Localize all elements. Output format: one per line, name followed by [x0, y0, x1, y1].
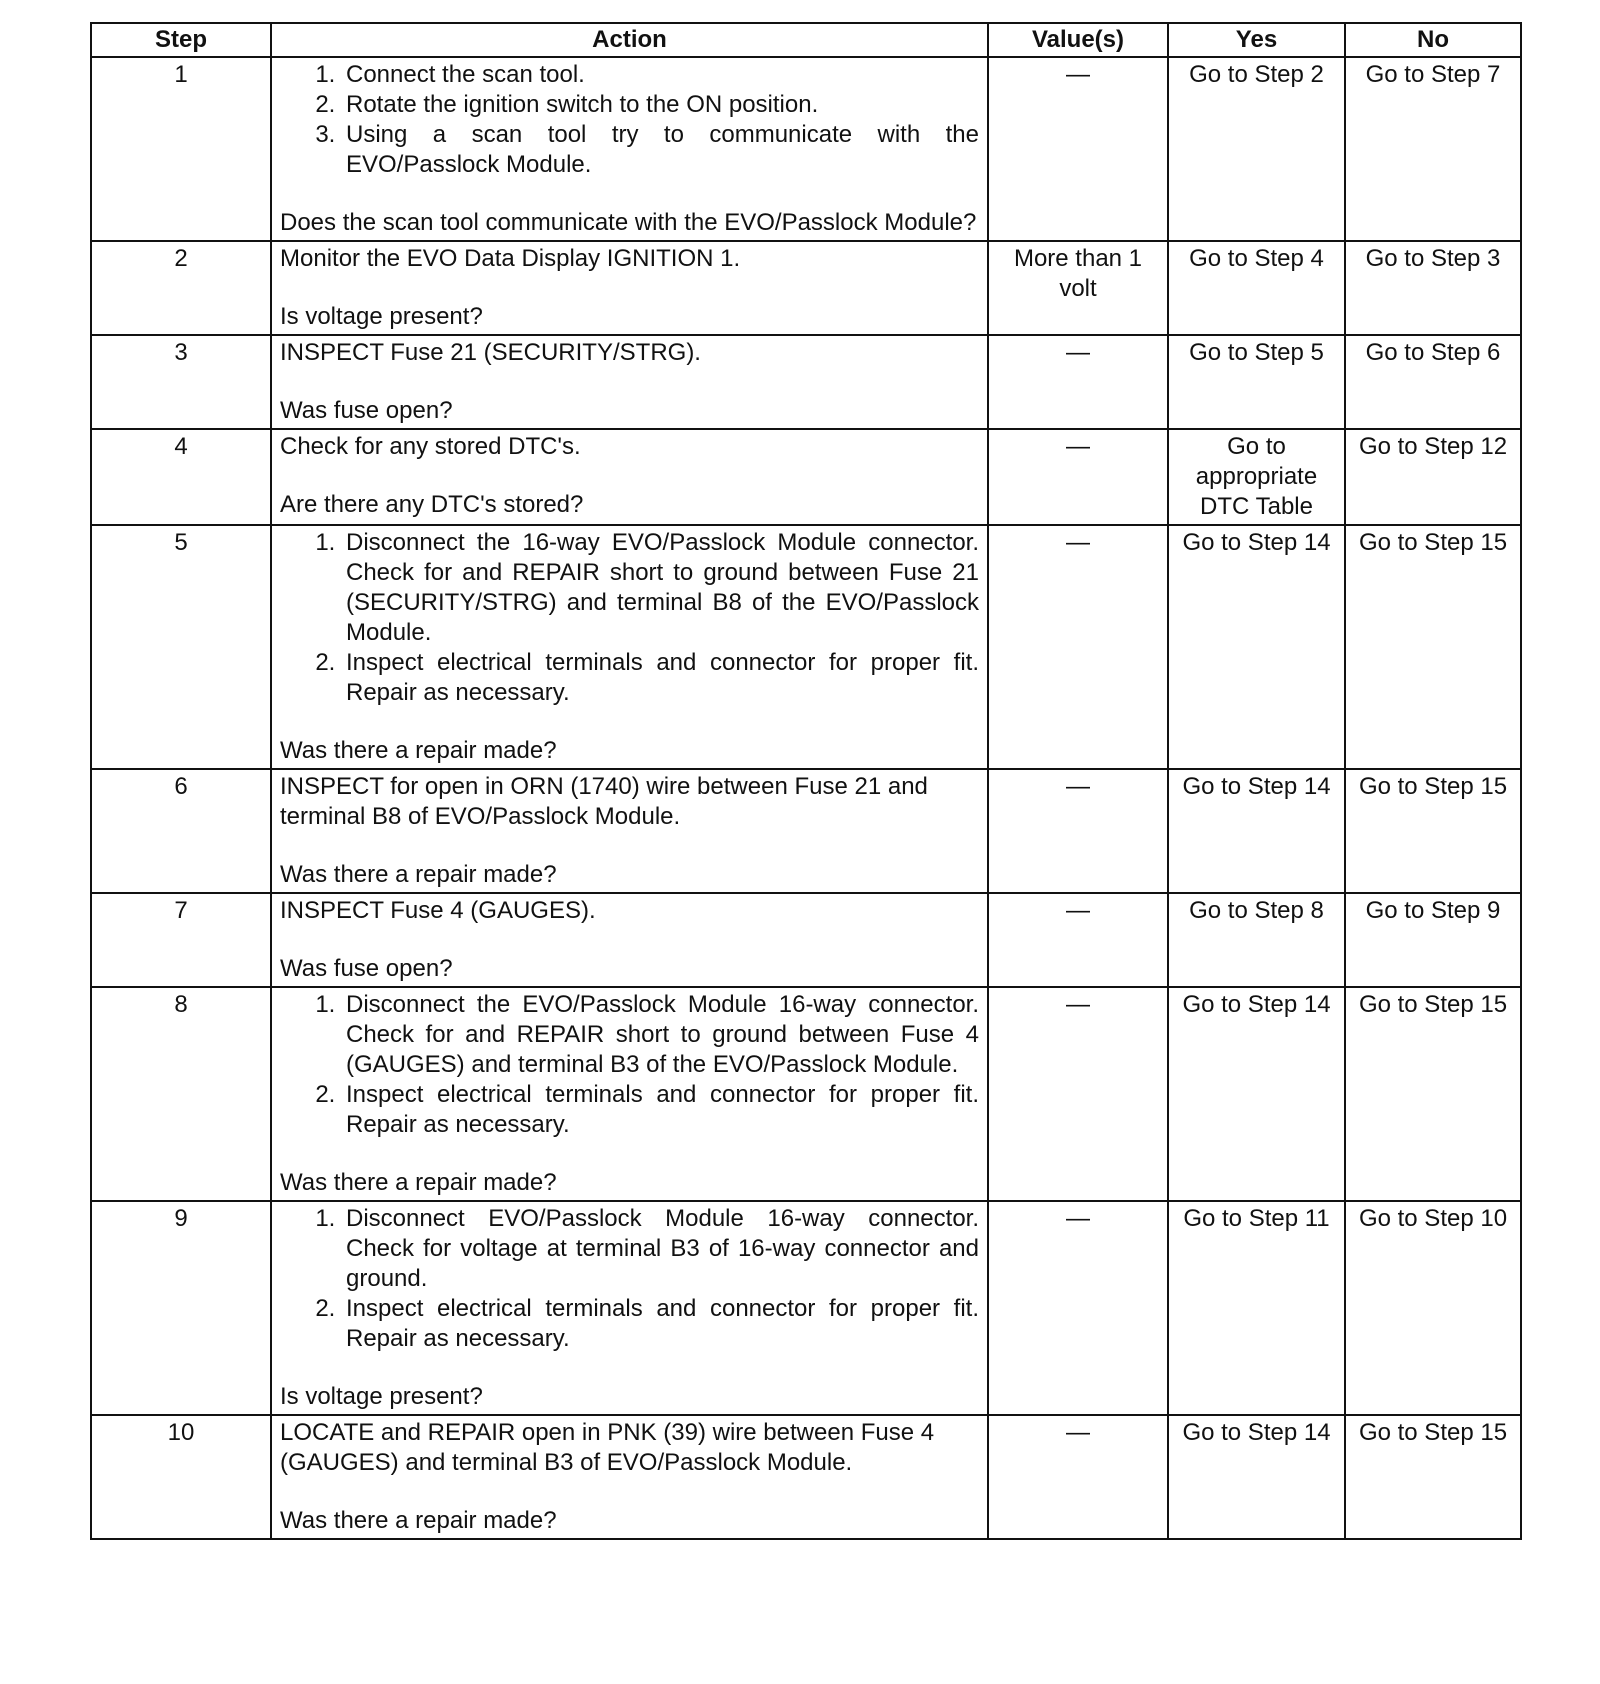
action-cell [271, 525, 988, 769]
yes-cell: Go to Step 8 [1168, 893, 1345, 987]
step-number: 7 [91, 893, 271, 987]
table-row [91, 893, 1521, 987]
action-text: Monitor the EVO Data Display IGNITION 1. [280, 245, 741, 272]
header-no: No [1345, 23, 1521, 57]
no-cell: Go to Step 9 [1345, 893, 1521, 987]
action-question: Are there any DTC's stored? [280, 491, 584, 518]
diagnostic-table-page [90, 22, 1520, 1540]
action-text: INSPECT Fuse 4 (GAUGES). [280, 897, 596, 924]
no-cell: Go to Step 10 [1345, 1201, 1521, 1415]
action-steps-list [280, 528, 979, 708]
no-cell: Go to Step 15 [1345, 1415, 1521, 1539]
action-cell [271, 241, 988, 335]
action-step-item: 2. Rotate the ignition switch to the ON position. [342, 90, 979, 120]
value-cell: — [988, 335, 1168, 429]
diagnostic-table [90, 22, 1522, 1540]
table-row [91, 1201, 1521, 1415]
yes-cell: Go to Step 4 [1168, 241, 1345, 335]
action-question: Is voltage present? [280, 1383, 483, 1410]
action-question: Was there a repair made? [280, 1507, 557, 1534]
header-action: Action [271, 23, 988, 57]
no-cell: Go to Step 12 [1345, 429, 1521, 525]
action-cell [271, 893, 988, 987]
table-row [91, 987, 1521, 1201]
no-cell: Go to Step 15 [1345, 525, 1521, 769]
yes-cell: Go to Step 5 [1168, 335, 1345, 429]
value-cell: — [988, 57, 1168, 241]
value-cell: — [988, 769, 1168, 893]
no-cell: Go to Step 15 [1345, 769, 1521, 893]
action-question: Was there a repair made? [280, 861, 557, 888]
value-cell: — [988, 893, 1168, 987]
step-number: 1 [91, 57, 271, 241]
step-number: 6 [91, 769, 271, 893]
table-row [91, 429, 1521, 525]
action-question: Is voltage present? [280, 303, 483, 330]
header-yes: Yes [1168, 23, 1345, 57]
action-step-item: 2. Inspect electrical terminals and connector for proper fit. Repair as necessary. [342, 1080, 979, 1140]
no-cell: Go to Step 6 [1345, 335, 1521, 429]
action-steps-list [280, 60, 979, 180]
action-cell [271, 987, 988, 1201]
action-step-item: 1. Disconnect EVO/Passlock Module 16-way connector. Check for voltage at terminal B3 of 16-way connector and ground. [342, 1204, 979, 1294]
yes-cell: Go to Step 14 [1168, 987, 1345, 1201]
action-text: INSPECT Fuse 21 (SECURITY/STRG). [280, 339, 701, 366]
step-number: 8 [91, 987, 271, 1201]
action-text: INSPECT for open in ORN (1740) wire between Fuse 21 and terminal B8 of EVO/Passlock Module. [280, 773, 928, 830]
action-steps-list [280, 1204, 979, 1354]
action-cell [271, 769, 988, 893]
step-number: 4 [91, 429, 271, 525]
value-cell: — [988, 1415, 1168, 1539]
table-row [91, 769, 1521, 893]
action-step-item: 2. Inspect electrical terminals and connector for proper fit. Repair as necessary. [342, 1294, 979, 1354]
action-cell [271, 1201, 988, 1415]
action-question: Does the scan tool communicate with the EVO/Passlock Module? [280, 209, 977, 236]
action-question: Was there a repair made? [280, 737, 557, 764]
action-question: Was fuse open? [280, 397, 453, 424]
step-number: 9 [91, 1201, 271, 1415]
action-cell [271, 429, 988, 525]
table-row [91, 335, 1521, 429]
action-question: Was there a repair made? [280, 1169, 557, 1196]
step-number: 10 [91, 1415, 271, 1539]
table-row [91, 241, 1521, 335]
yes-cell: Go to Step 14 [1168, 525, 1345, 769]
table-body [91, 57, 1521, 1539]
value-cell: — [988, 429, 1168, 525]
table-row [91, 1415, 1521, 1539]
action-step-item: 1. Disconnect the 16-way EVO/Passlock Module connector. Check for and REPAIR short to ground between Fuse 21 (SECURITY/STRG) and terminal B8 of the EVO/Passlock Module. [342, 528, 979, 648]
table-header-row [91, 23, 1521, 57]
action-step-item: 3. Using a scan tool try to communicate with the EVO/Passlock Module. [342, 120, 979, 180]
action-cell [271, 1415, 988, 1539]
header-values: Value(s) [988, 23, 1168, 57]
yes-cell: Go to Step 2 [1168, 57, 1345, 241]
table-row [91, 57, 1521, 241]
yes-cell: Go to Step 14 [1168, 1415, 1345, 1539]
action-text: LOCATE and REPAIR open in PNK (39) wire between Fuse 4 (GAUGES) and terminal B3 of EVO/Passlock Module. [280, 1419, 935, 1476]
action-steps-list [280, 990, 979, 1140]
yes-cell: Go to Step 11 [1168, 1201, 1345, 1415]
value-cell: — [988, 525, 1168, 769]
action-text: Check for any stored DTC's. [280, 433, 581, 460]
step-number: 2 [91, 241, 271, 335]
no-cell: Go to Step 15 [1345, 987, 1521, 1201]
no-cell: Go to Step 3 [1345, 241, 1521, 335]
no-cell: Go to Step 7 [1345, 57, 1521, 241]
value-cell: — [988, 1201, 1168, 1415]
value-cell: More than 1 volt [988, 241, 1168, 335]
action-cell [271, 57, 988, 241]
header-step: Step [91, 23, 271, 57]
yes-cell: Go to appropriate DTC Table [1168, 429, 1345, 525]
table-row [91, 525, 1521, 769]
step-number: 3 [91, 335, 271, 429]
action-step-item: 1. Connect the scan tool. [342, 60, 979, 90]
step-number: 5 [91, 525, 271, 769]
yes-cell: Go to Step 14 [1168, 769, 1345, 893]
value-cell: — [988, 987, 1168, 1201]
action-question: Was fuse open? [280, 955, 453, 982]
action-cell [271, 335, 988, 429]
action-step-item: 1. Disconnect the EVO/Passlock Module 16-way connector. Check for and REPAIR short to ground between Fuse 4 (GAUGES) and terminal B3 of the EVO/Passlock Module. [342, 990, 979, 1080]
action-step-item: 2. Inspect electrical terminals and connector for proper fit. Repair as necessary. [342, 648, 979, 708]
